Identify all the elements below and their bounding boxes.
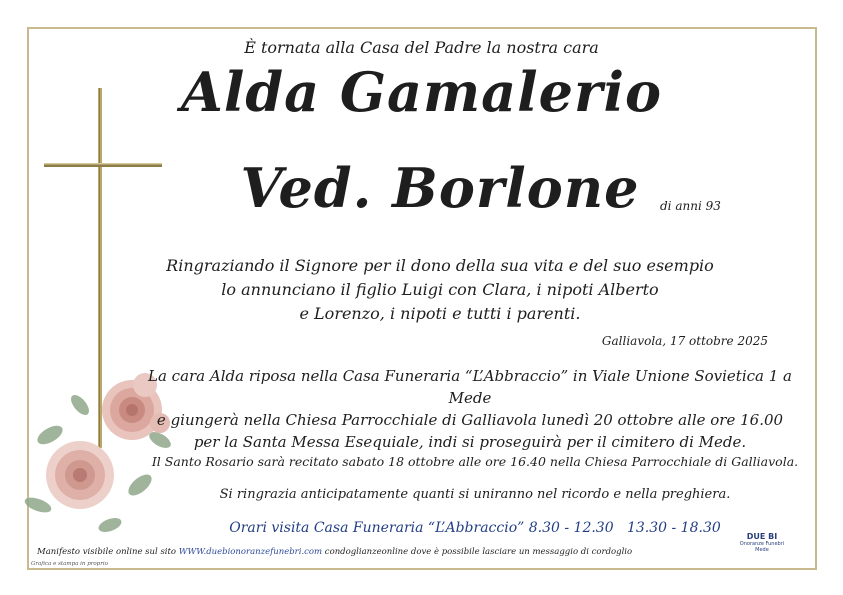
announcement-line: e Lorenzo, i nipoti e tutti i parenti. [299, 304, 581, 323]
funeral-details [130, 365, 810, 453]
logo-subtitle: Onoranze Funebri [739, 541, 785, 547]
details-line: La cara Alda riposa nella Casa Funeraria “L’Abbraccio” in Viale Unione Sovietica 1 a Mede [148, 367, 792, 407]
announcement-line: Ringraziando il Signore per il dono della sua vita e del suo esempio [166, 256, 714, 275]
thanks-note: Si ringrazia anticipatamente quanti si uniranno nel ricordo e nella preghiera. [219, 487, 731, 502]
deceased-name-line2: Ved. Borlone [240, 156, 640, 220]
deceased-name-line1: Alda Gamalerio [180, 60, 663, 124]
logo-location: Mede [755, 547, 769, 553]
company-logo [738, 532, 786, 553]
intro-text: È tornata alla Casa del Padre la nostra cara [244, 38, 599, 57]
website-link[interactable]: WWW.duebionoranzefunebri.com [178, 547, 323, 557]
rosario-text: Il Santo Rosario sarà recitato sabato 18 ottobre alle ore 16.40 nella Chiesa Parrocchiale di Galliavola. [151, 454, 799, 469]
footer-suffix: condoglianzeonline dove è possibile lasciare un messaggio di cordoglio [322, 547, 633, 557]
footer-text [37, 547, 632, 557]
footer-prefix: Manifesto visibile online sul sito [37, 547, 179, 557]
logo-title: DUE BI [746, 532, 778, 541]
place-date: Galliavola, 17 ottobre 2025 [601, 334, 768, 348]
print-credit: Grafica e stampa in proprio [31, 561, 108, 567]
age-text: di anni 93 [660, 199, 721, 213]
announcement-line: lo annunciano il figlio Luigi con Clara, i nipoti Alberto [221, 280, 659, 299]
details-line: e giungerà nella Chiesa Parrocchiale di Galliavola lunedì 20 ottobre alle ore 16.00 [156, 411, 784, 429]
visiting-hours: Orari visita Casa Funeraria “L’Abbraccio” 8.30 - 12.30 13.30 - 18.30 [229, 520, 721, 536]
announcement-text [140, 254, 740, 326]
details-line: per la Santa Messa Esequiale, indi si proseguirà per il cimitero di Mede. [193, 433, 747, 451]
